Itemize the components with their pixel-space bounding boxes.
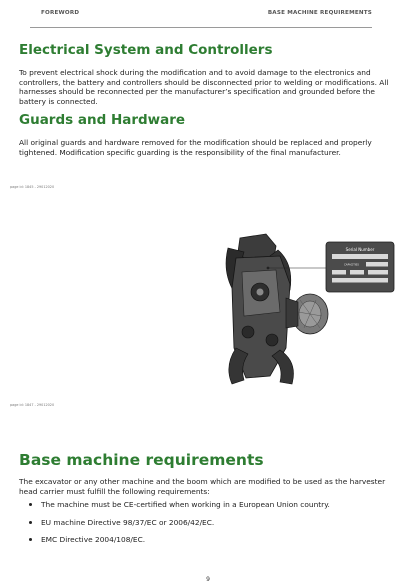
section-title-base-machine: Base machine requirements [19,451,264,469]
guards-paragraph: All original guards and hardware removed for the modification should be replaced and properly tightened. Modification specific guarding is the responsibility of the final manufacturer. [19,138,372,157]
bullet-icon [29,503,32,506]
list-item [24,518,396,528]
page-header [41,10,372,24]
harvester-head-illustration [218,228,398,388]
page-id-2: page id: 1847 - 29012020 [10,403,55,407]
requirements-list [24,500,396,553]
list-item [24,535,396,545]
list-item-text: EU machine Directive 98/37/EC or 2006/42/EC. [41,517,215,527]
electrical-paragraph: To prevent electrical shock during the modification and to avoid damage to the electronics and controllers, the battery and controllers should be disconnected prior to welding or modifications. All harnesses should be reconnected per the manufacturer’s specification and grounded before the battery is connected. [19,68,389,106]
base-machine-intro: The excavator or any other machine and the boom which are modified to be used as the harvester head carrier must fulfill the following requirements: [19,477,386,496]
bullet-icon [29,538,32,541]
header-divider [30,27,372,28]
bullet-icon [29,521,32,524]
header-right: BASE MACHINE REQUIREMENTS [267,10,372,16]
list-item-text: EMC Directive 2004/108/EC. [41,535,146,545]
list-item-text: The machine must be CE-certified when working in a European Union country. [41,500,330,509]
section-title-guards: Guards and Hardware [19,112,186,128]
section-title-electrical: Electrical System and Controllers [19,42,273,58]
list-item [24,500,396,510]
page-id-1: page id: 1845 - 29012020 [10,185,55,189]
plate-label: CAPACITIES [344,263,359,267]
page-number: 9 [206,576,210,583]
header-left: FOREWORD [41,10,80,16]
plate-title: Serial Number [345,247,375,252]
